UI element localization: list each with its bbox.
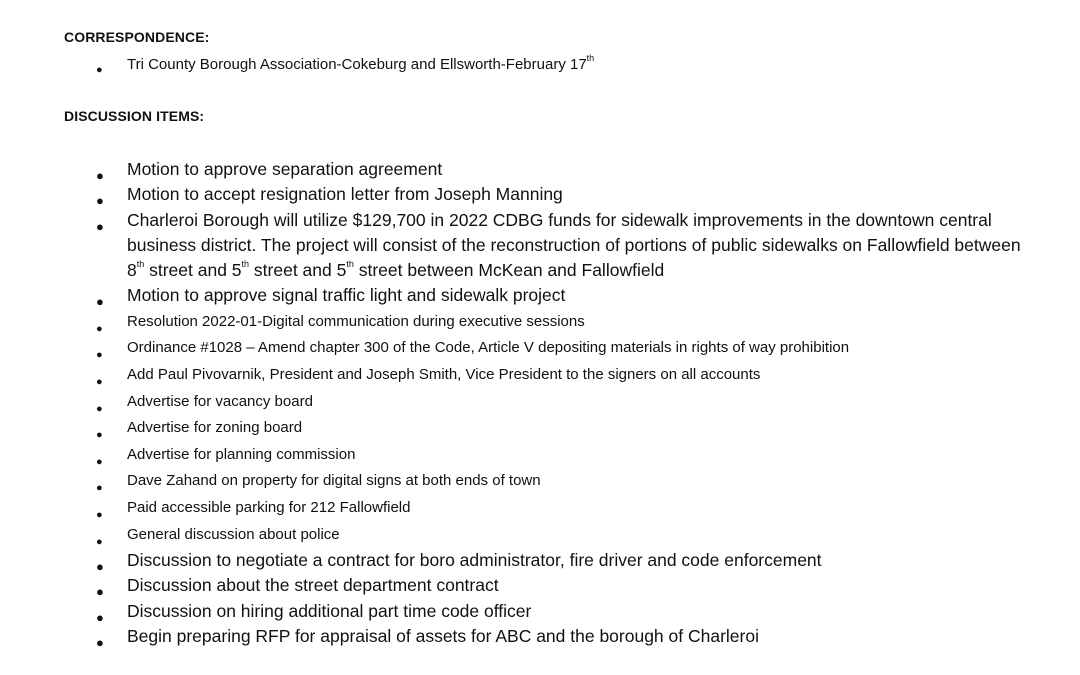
bullet-icon: ● — [96, 455, 103, 468]
bullet-icon: ● — [96, 609, 104, 625]
list-item: ● Discussion on hiring additional part time code officer — [0, 599, 1027, 624]
bullet-icon: ● — [96, 535, 103, 548]
list-item: ● Discussion about the street department contract — [0, 573, 1027, 598]
bullet-icon: ● — [96, 635, 104, 651]
list-item: ● Advertise for vacancy board — [0, 389, 1027, 416]
list-item: ● Add Paul Pivovarnik, President and Joseph Smith, Vice President to the signers on all accounts — [0, 362, 1027, 389]
bullet-icon: ● — [96, 349, 103, 362]
list-item: ● Advertise for planning commission — [0, 442, 1027, 469]
list-item: ● Motion to approve signal traffic light and sidewalk project — [0, 283, 1027, 308]
list-item: ● Discussion to negotiate a contract for boro administrator, fire driver and code enforcement — [0, 548, 1027, 573]
list-item: ● Charleroi Borough will utilize $129,700 in 2022 CDBG funds for sidewalk improvements in the downtown central business district. The project will consist of the reconstruction of portions of public sidewalks on Fallowfield between 8th street and 5th street and 5th street between McKean and Fallowfield — [96, 209, 1021, 281]
list-item: ● Motion to approve separation agreement — [0, 157, 1027, 182]
correspondence-list — [0, 54, 1027, 76]
list-item: ● Begin preparing RFP for appraisal of assets for ABC and the borough of Charleroi — [0, 624, 1027, 649]
bullet-icon: ● — [96, 559, 104, 575]
bullet-icon: ● — [96, 64, 103, 76]
bullet-icon: ● — [96, 584, 104, 600]
bullet-icon: ● — [96, 193, 104, 209]
bullet-icon: ● — [96, 508, 103, 521]
bullet-icon: ● — [96, 429, 103, 442]
bullet-icon: ● — [96, 482, 103, 495]
bullet-icon: ● — [96, 402, 103, 415]
list-item: ● General discussion about police — [0, 522, 1027, 549]
list-item: ● Tri County Borough Association-Cokeburg and Ellsworth-February 17th — [0, 54, 1027, 76]
list-item: ● Motion to accept resignation letter from Joseph Manning — [0, 182, 1027, 207]
list-item: ● Ordinance #1028 – Amend chapter 300 of the Code, Article V depositing materials in rights of way prohibition — [0, 335, 1027, 362]
bullet-icon: ● — [96, 294, 104, 310]
bullet-icon: ● — [96, 218, 104, 234]
discussion-heading: DISCUSSION ITEMS: — [64, 108, 205, 124]
list-item: ● Advertise for zoning board — [0, 415, 1027, 442]
correspondence-heading: CORRESPONDENCE: — [64, 29, 210, 45]
discussion-list — [0, 157, 1027, 649]
bullet-icon: ● — [96, 375, 103, 388]
list-item: ● Dave Zahand on property for digital signs at both ends of town — [0, 468, 1027, 495]
bullet-icon: ● — [96, 168, 104, 183]
bullet-icon: ● — [96, 322, 103, 335]
list-item: ● Paid accessible parking for 212 Fallowfield — [0, 495, 1027, 522]
list-item: ● Resolution 2022-01-Digital communication during executive sessions — [0, 309, 1027, 336]
